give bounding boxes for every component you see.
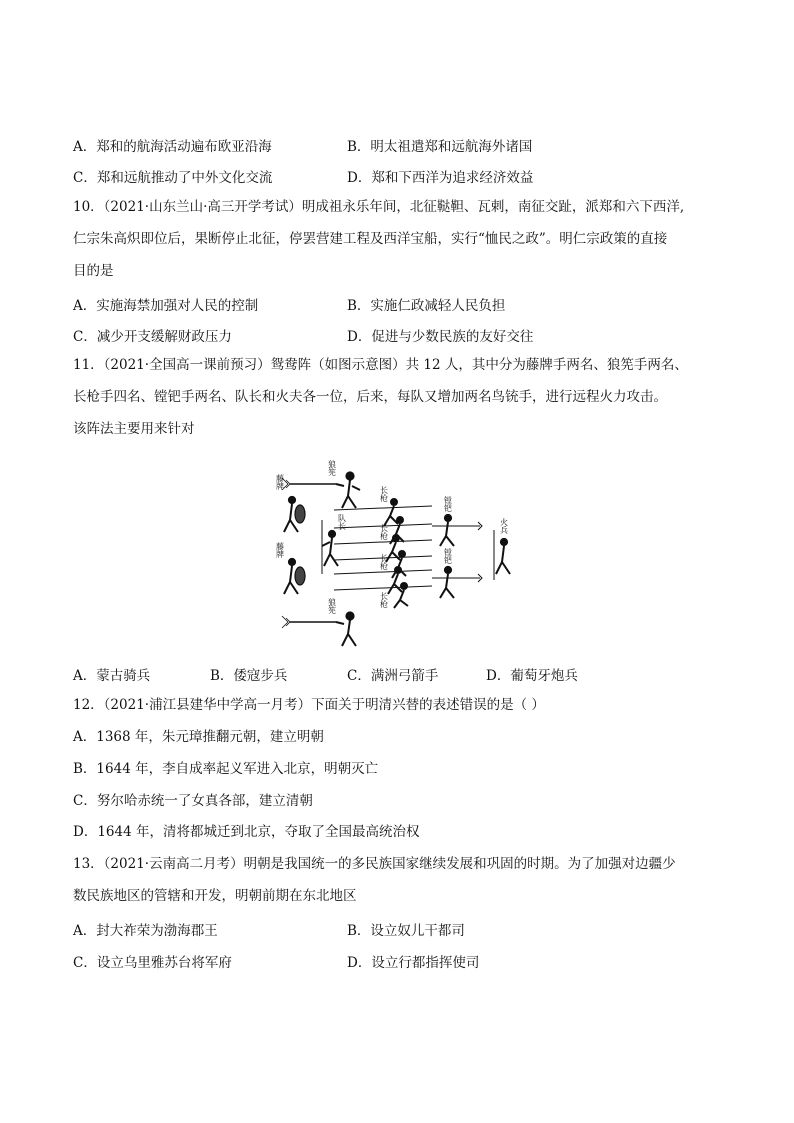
q11-stem-line2: 长枪手四名、镗钯手两名、队长和火夫各一位，后来，每队又增加两名鸟铳手，进行远程火力攻击。 — [73, 389, 667, 405]
q11-option-b: B．倭寇步兵 — [210, 668, 288, 684]
mandarin-duck-formation-figure — [272, 450, 522, 652]
shield-soldier-upper — [284, 497, 305, 533]
q12-option-c: C．努尔哈赤统一了女真各部，建立清朝 — [73, 793, 313, 809]
label-spear-4: 长枪 — [379, 592, 389, 608]
label-shield-upper: 藤牌 — [275, 474, 285, 490]
q11-option-d: D．葡萄牙炮兵 — [486, 668, 578, 684]
q9-option-a: A．郑和的航海活动遍布欧亚沿海 — [73, 139, 272, 155]
q9-option-b: B．明太祖遣郑和远航海外诸国 — [347, 139, 533, 155]
label-spear-3: 长枪 — [379, 554, 389, 570]
label-tangpa-upper: 镗钯 — [443, 496, 453, 512]
q13-option-b: B．设立奴儿干都司 — [347, 923, 465, 939]
tangpa-soldier-upper — [432, 515, 482, 547]
q11-stem-line3: 该阵法主要用来针对 — [73, 421, 195, 437]
q11-option-c: C．满洲弓箭手 — [347, 668, 439, 684]
q12-option-a: A．1368 年，朱元璋推翻元朝，建立明朝 — [73, 729, 324, 745]
label-shield-lower: 藤牌 — [275, 542, 285, 558]
q13-option-a: A．封大祚荣为渤海郡王 — [73, 923, 218, 939]
q9-option-d: D．郑和下西洋为追求经济效益 — [347, 170, 534, 186]
tangpa-soldier-lower — [432, 567, 482, 599]
q13-stem-line2: 数民族地区的管辖和开发，明朝前期在东北地区 — [73, 888, 357, 904]
q10-stem-line2: 仁宗朱高炽即位后，果断停止北征，停罢营建工程及西洋宝船，实行“恤民之政”。明仁宗政策的直接 — [73, 231, 668, 247]
q10-option-d: D．促进与少数民族的友好交往 — [347, 329, 534, 345]
label-cook: 火兵 — [499, 518, 509, 534]
label-captain: 队长 — [337, 514, 347, 530]
label-tangpa-lower: 镗钯 — [443, 548, 453, 564]
q12-option-b: B．1644 年，李自成率起义军进入北京，明朝灭亡 — [73, 761, 379, 777]
q13-stem-line1: 13．（2021·云南高二月考）明朝是我国统一的多民族国家继续发展和巩固的时期。为了加强对边疆少 — [73, 856, 676, 872]
cook-soldier — [494, 530, 510, 580]
langxian-soldier-bottom — [282, 612, 356, 646]
label-spear-1: 长枪 — [379, 486, 389, 502]
q10-stem-line3: 目的是 — [73, 263, 114, 279]
q11-option-a: A．蒙古骑兵 — [73, 668, 151, 684]
label-spear-2: 长枪 — [379, 524, 389, 540]
q13-option-d: D．设立行都指挥使司 — [347, 955, 480, 971]
q9-option-c: C．郑和远航推动了中外文化交流 — [73, 170, 273, 186]
label-langxian-bottom: 狼筅 — [327, 598, 337, 614]
shield-soldier-lower — [284, 559, 305, 595]
q10-option-c: C．减少开支缓解财政压力 — [73, 329, 232, 345]
q13-option-c: C．设立乌里雅苏台将军府 — [73, 955, 232, 971]
q12-option-d: D．1644 年，清将都城迁到北京，夺取了全国最高统治权 — [73, 824, 420, 840]
label-langxian-top: 狼筅 — [327, 460, 337, 476]
q12-stem: 12．（2021·浦江县建华中学高一月考）下面关于明清兴替的表述错误的是（ ） — [73, 697, 545, 713]
q10-stem-line1: 10．（2021·山东兰山·高三开学考试）明成祖永乐年间，北征鞑靼、瓦剌，南征交趾，派郑和六下西洋, — [73, 199, 685, 215]
q10-option-a: A．实施海禁加强对人民的控制 — [73, 298, 259, 314]
q10-option-b: B．实施仁政减轻人民负担 — [347, 298, 506, 314]
q11-stem-line1: 11．（2021·全国高一课前预习）鸳鸯阵（如图示意图）共 12 人，其中分为藤牌手两名、狼筅手两名、 — [73, 357, 688, 373]
